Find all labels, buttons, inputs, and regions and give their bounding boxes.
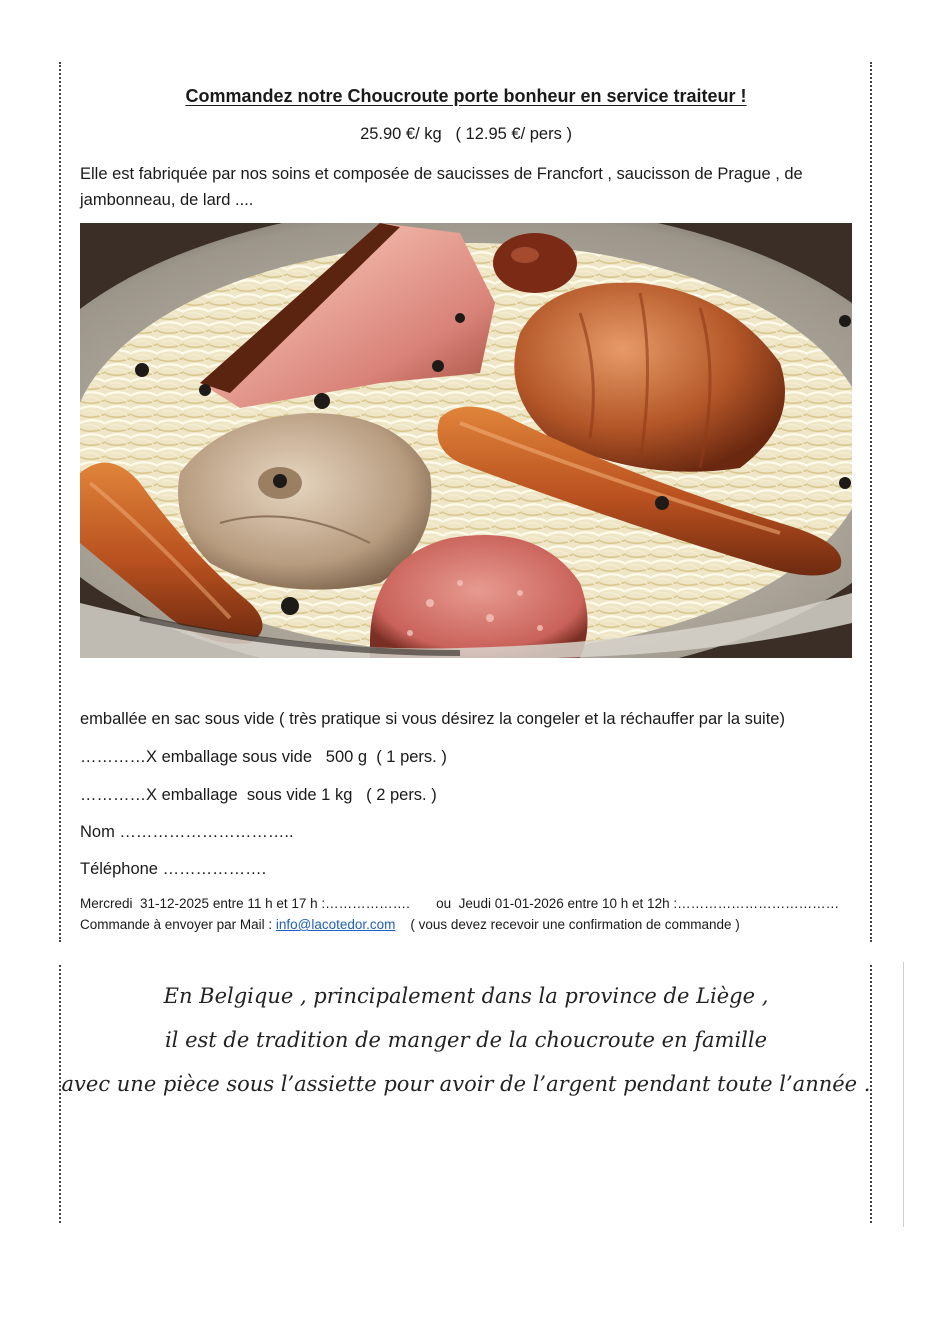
outer-margin-line <box>903 962 904 1227</box>
packaging-note: emballée en sac sous vide ( très pratique si vous désirez la congeler et la réchauffer par la suite) <box>80 710 785 728</box>
name-field[interactable]: Nom ………………………….. <box>80 823 294 841</box>
left-border-top <box>59 62 61 942</box>
tradition-line-2: il est de tradition de manger de la choucroute en famille <box>164 1028 768 1052</box>
tradition-line-3: avec une pièce sous l’assiette pour avoir de l’argent pendant toute l’année . <box>61 1072 871 1096</box>
choucroute-photo <box>80 223 852 658</box>
option-500g[interactable]: …………X emballage sous vide 500 g ( 1 pers. ) <box>80 748 447 766</box>
mail-prefix: Commande à envoyer par Mail : <box>80 917 276 932</box>
tradition-line-1: En Belgique , principalement dans la province de Liège , <box>163 984 769 1008</box>
page-title: Commandez notre Choucroute porte bonheur en service traiteur ! <box>185 86 747 106</box>
price-line: 25.90 €/ kg ( 12.95 €/ pers ) <box>360 125 572 143</box>
product-description: Elle est fabriquée par nos soins et composée de saucisses de Francfort , saucisson de Prague , de jambonneau, de lard .... <box>80 165 803 209</box>
mail-link[interactable]: info@lacotedor.com <box>275 917 396 932</box>
option-1kg[interactable]: …………X emballage sous vide 1 kg ( 2 pers. ) <box>80 786 437 804</box>
phone-field[interactable]: Téléphone ………………. <box>80 860 267 878</box>
right-border-top <box>870 62 872 942</box>
mail-instruction <box>80 917 740 932</box>
mail-suffix: ( vous devez recevoir une confirmation de commande ) <box>395 917 740 932</box>
delivery-dates[interactable]: Mercredi 31-12-2025 entre 11 h et 17 h :………………. ou Jeudi 01-01-2026 entre 10 h et 12h :……………………………… <box>80 896 840 911</box>
